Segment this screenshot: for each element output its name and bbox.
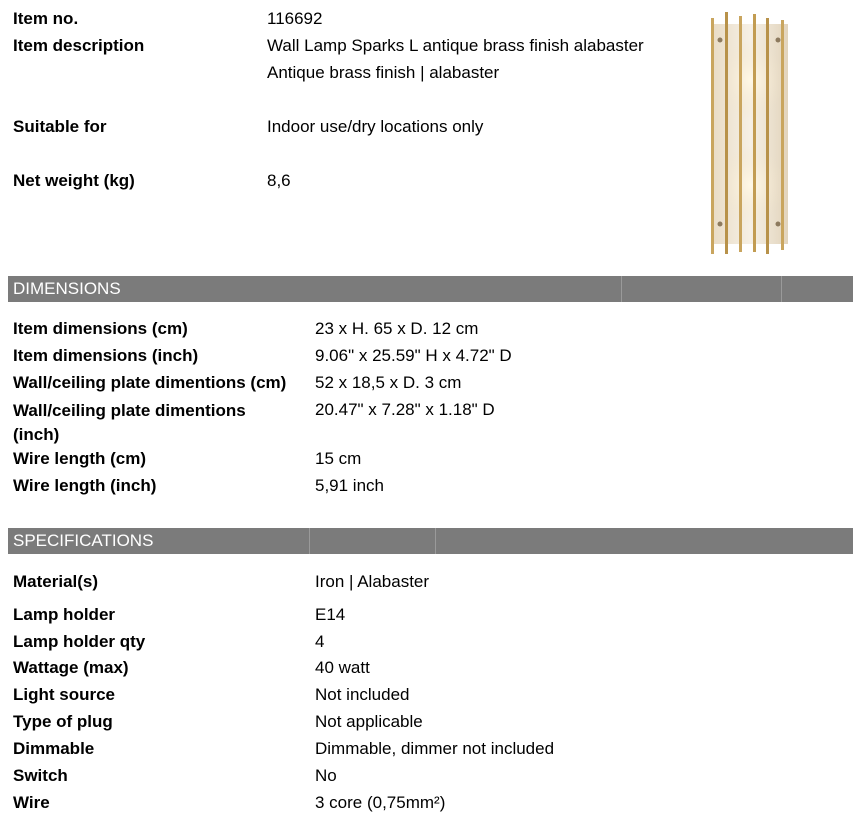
- bar-divider: [621, 276, 622, 302]
- type-of-plug-value: Not applicable: [315, 712, 423, 731]
- switch-value: No: [315, 766, 337, 785]
- item-dimensions-cm-label: Item dimensions (cm): [13, 319, 188, 338]
- materials-value: Iron | Alabaster: [315, 572, 430, 591]
- type-of-plug-label: Type of plug: [13, 712, 113, 731]
- plate-dimensions-inch-label: Wall/ceiling plate dimentions (inch): [13, 401, 246, 444]
- wire-length-cm-value: 15 cm: [315, 449, 362, 468]
- plate-dimensions-cm-value: 52 x 18,5 x D. 3 cm: [315, 373, 462, 392]
- suitable-for-value: Indoor use/dry locations only: [267, 117, 484, 136]
- materials-label: Material(s): [13, 572, 99, 591]
- wire-length-inch-label: Wire length (inch): [13, 476, 157, 495]
- lamp-holder-qty-value: 4: [315, 632, 325, 651]
- item-dimensions-cm-value: 23 x H. 65 x D. 12 cm: [315, 319, 479, 338]
- item-description-label: Item description: [13, 36, 145, 55]
- wire-length-cm-label: Wire length (cm): [13, 449, 147, 468]
- dimmable-value: Dimmable, dimmer not included: [315, 739, 555, 758]
- dimmable-label: Dimmable: [13, 739, 95, 758]
- switch-label: Switch: [13, 766, 68, 785]
- wire-label: Wire: [13, 793, 50, 812]
- lamp-holder-value: E14: [315, 605, 346, 624]
- light-source-label: Light source: [13, 685, 116, 704]
- suitable-for-label: Suitable for: [13, 117, 107, 136]
- wattage-label: Wattage (max): [13, 658, 129, 677]
- net-weight-value: 8,6: [267, 171, 291, 190]
- bar-divider: [309, 528, 310, 554]
- item-no-value: 116692: [267, 9, 323, 28]
- wire-value: 3 core (0,75mm²): [315, 793, 446, 812]
- specifications-header-bar: [8, 528, 853, 554]
- item-description-value-2: Antique brass finish | alabaster: [267, 63, 500, 82]
- plate-dimensions-inch-value: 20.47" x 7.28" x 1.18" D: [315, 400, 495, 419]
- dimensions-title: DIMENSIONS: [13, 279, 121, 298]
- bar-divider: [435, 528, 436, 554]
- lamp-holder-qty-label: Lamp holder qty: [13, 632, 146, 651]
- plate-dimensions-cm-label: Wall/ceiling plate dimentions (cm): [13, 373, 287, 392]
- lamp-holder-label: Lamp holder: [13, 605, 116, 624]
- net-weight-label: Net weight (kg): [13, 171, 135, 190]
- light-source-value: Not included: [315, 685, 410, 704]
- wire-length-inch-value: 5,91 inch: [315, 476, 384, 495]
- dimensions-header-bar: [8, 276, 853, 302]
- bar-divider: [781, 276, 782, 302]
- wall-lamp-image: [703, 10, 798, 256]
- item-dimensions-inch-label: Item dimensions (inch): [13, 346, 199, 365]
- item-description-value: Wall Lamp Sparks L antique brass finish alabaster: [267, 36, 644, 55]
- item-dimensions-inch-value: 9.06" x 25.59" H x 4.72" D: [315, 346, 512, 365]
- wattage-value: 40 watt: [315, 658, 370, 677]
- specifications-title: SPECIFICATIONS: [13, 531, 154, 550]
- item-no-label: Item no.: [13, 9, 79, 28]
